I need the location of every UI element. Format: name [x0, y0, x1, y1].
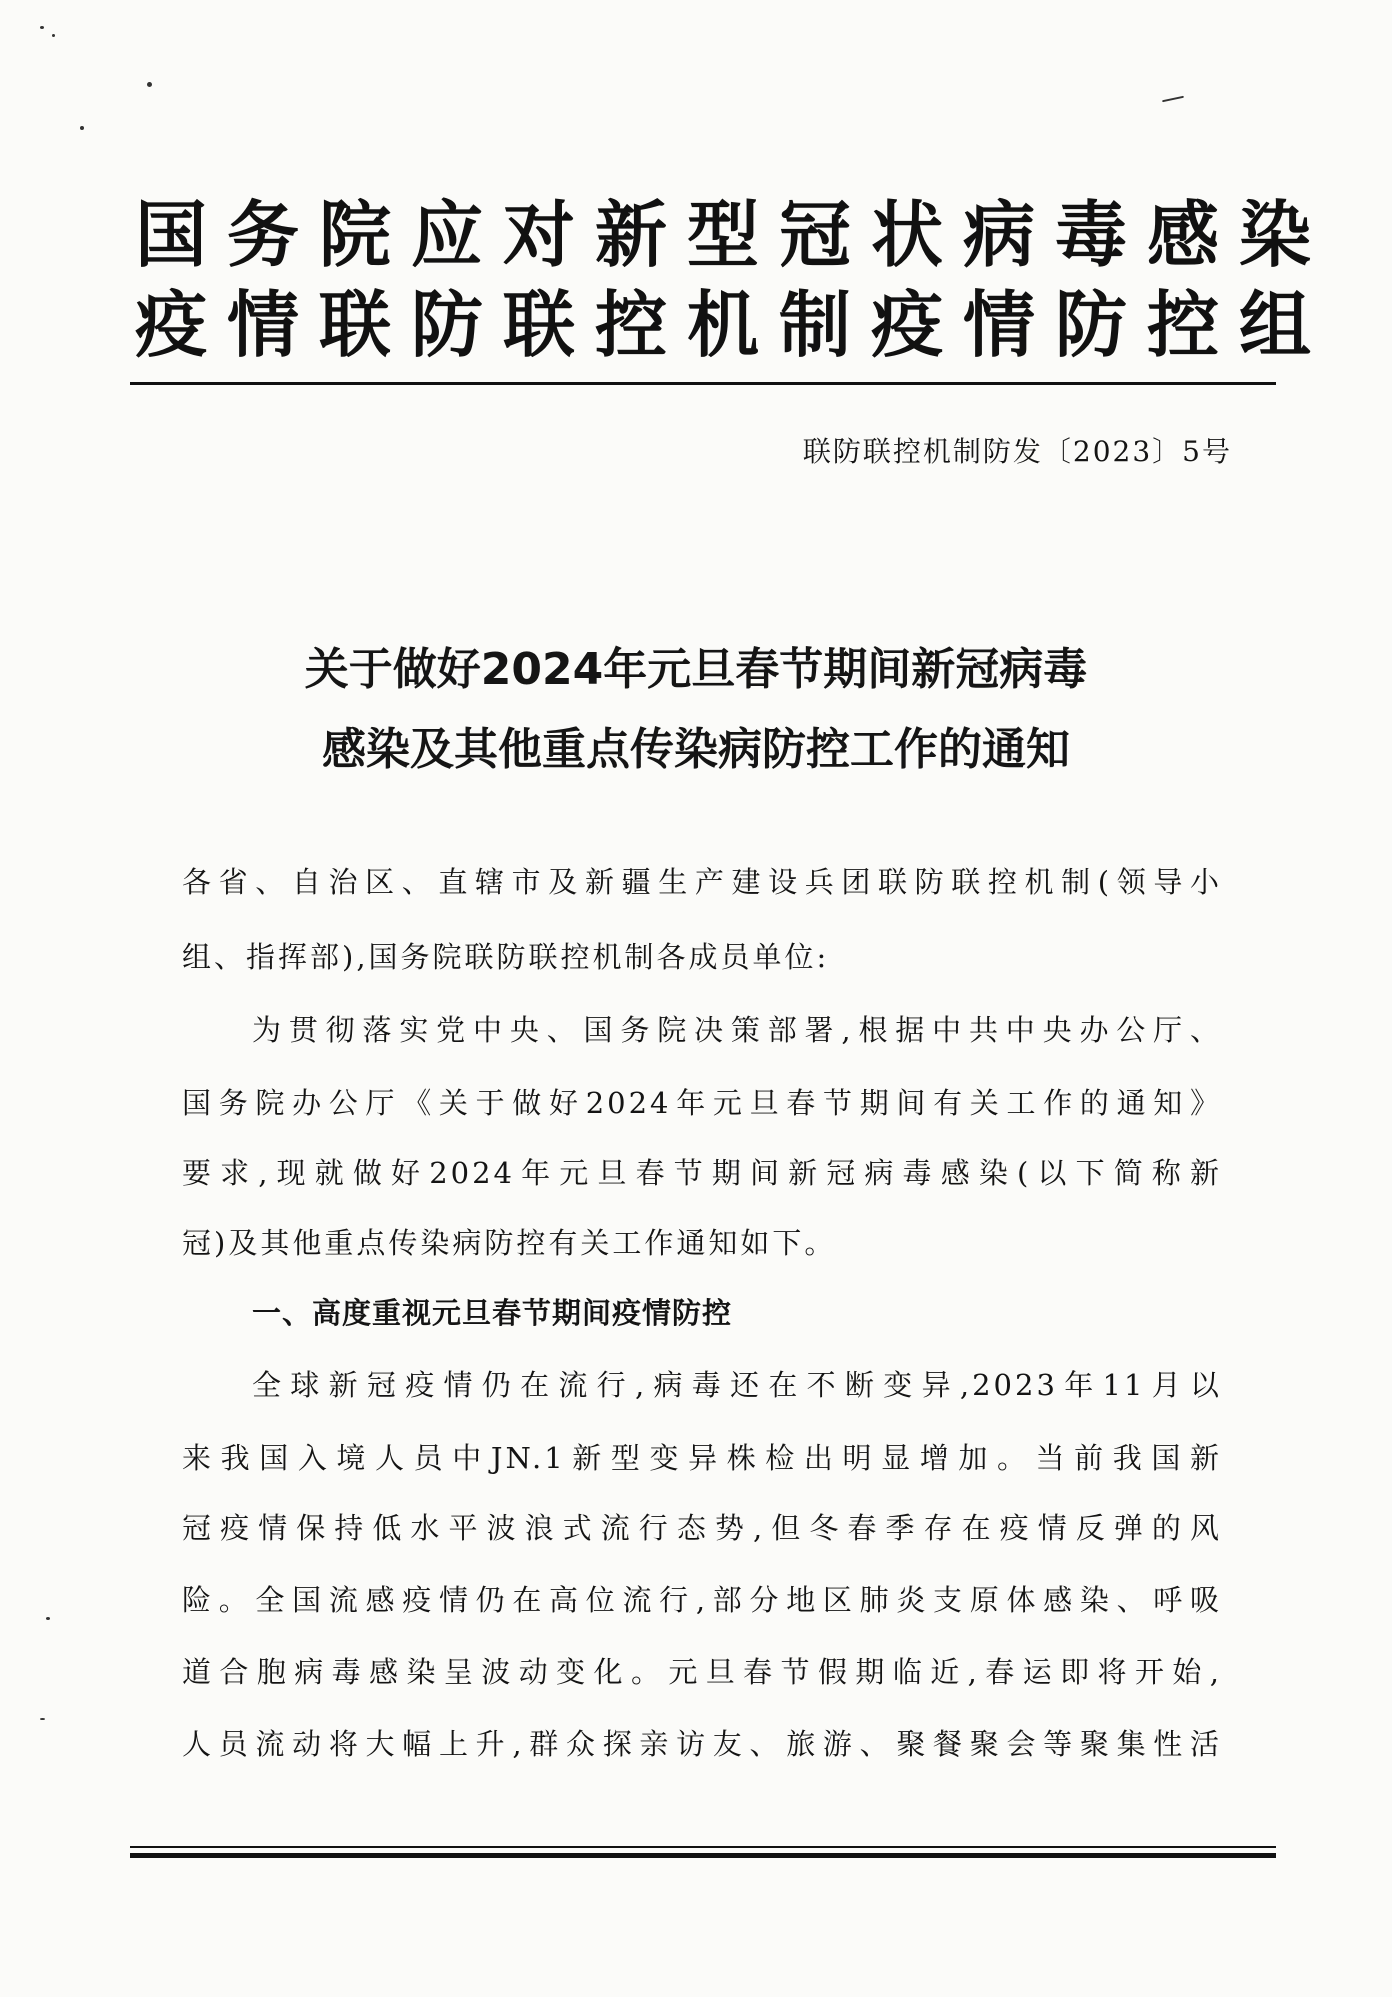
intro-line: 为贯彻落实党中央、国务院决策部署,根据中共中央办公厅、 [252, 1013, 1222, 1047]
intro-line: 要求,现就做好2024年元旦春节期间新冠病毒感染(以下简称新 [182, 1156, 1222, 1190]
scan-speck [46, 1617, 50, 1620]
addressee-line: 组、指挥部),国务院联防联控机制各成员单位: [182, 940, 830, 974]
footer-rule-thick [130, 1853, 1276, 1858]
notice-title-line2: 感染及其他重点传染病防控工作的通知 [322, 724, 1070, 775]
scan-speck [1162, 96, 1184, 103]
footer-rule-thin [130, 1846, 1276, 1848]
section-body-line: 道合胞病毒感染呈波动变化。元旦春节假期临近,春运即将开始, [182, 1655, 1222, 1689]
scan-speck [80, 126, 84, 130]
section-body-line: 人员流动将大幅上升,群众探亲访友、旅游、聚餐聚会等聚集性活 [182, 1727, 1222, 1761]
section-body-line: 来我国入境人员中JN.1新型变异株检出明显增加。当前我国新 [182, 1441, 1222, 1475]
scan-speck [147, 82, 152, 87]
section-body-line: 险。全国流感疫情仍在高位流行,部分地区肺炎支原体感染、呼吸 [182, 1583, 1222, 1617]
scan-speck [40, 1718, 45, 1720]
issuer-title-line2: 疫情联防联控机制疫情防控组 [135, 283, 1332, 367]
section-heading: 一、高度重视元旦春节期间疫情防控 [252, 1296, 733, 1330]
scan-speck [40, 26, 44, 29]
section-body-line: 冠疫情保持低水平波浪式流行态势,但冬春季存在疫情反弹的风 [182, 1511, 1222, 1545]
addressee-line: 各省、自治区、直辖市及新疆生产建设兵团联防联控机制(领导小 [182, 865, 1222, 899]
notice-title-line1: 关于做好2024年元旦春节期间新冠病毒 [304, 644, 1088, 695]
intro-line: 国务院办公厅《关于做好2024年元旦春节期间有关工作的通知》 [182, 1086, 1222, 1120]
scan-speck [52, 34, 55, 37]
header-rule [130, 382, 1276, 385]
issuer-title-line1: 国务院应对新型冠状病毒感染 [135, 193, 1332, 277]
intro-line: 冠)及其他重点传染病防控有关工作通知如下。 [182, 1226, 837, 1260]
section-body-line: 全球新冠疫情仍在流行,病毒还在不断变异,2023年11月以 [252, 1368, 1222, 1402]
document-number: 联防联控机制防发〔2023〕5号 [802, 435, 1232, 468]
